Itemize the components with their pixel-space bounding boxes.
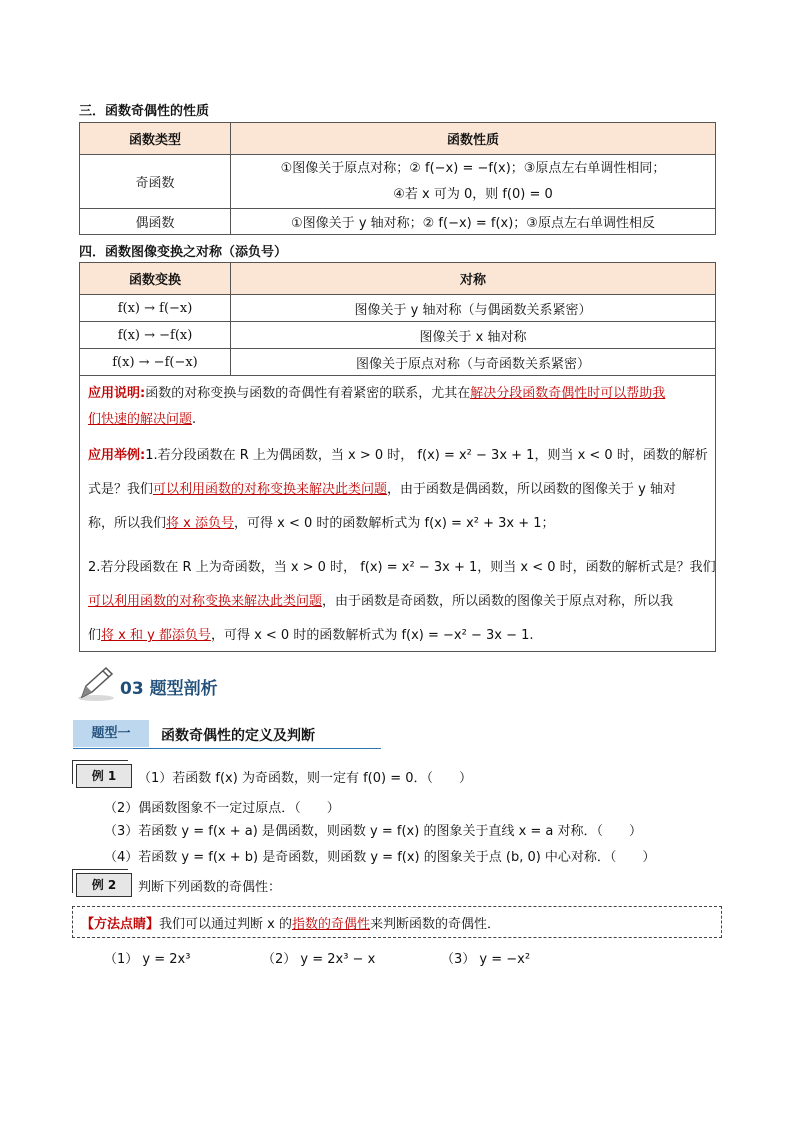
example2-b-underline: 可以利用函数的对称变换来解决此类问题: [88, 594, 323, 609]
table1-odd-type: 奇函数: [80, 155, 231, 209]
table1-header-type: 函数类型: [80, 123, 231, 155]
section-4-title: 四．函数图像变换之对称（添负号）: [79, 245, 288, 260]
explain-label: 应用说明:: [88, 386, 146, 401]
example2-line-1: 2.若分段函数在 R 上为奇函数，当 x > 0 时， f(x) = x² − 3x + 1，则当 x < 0 时，函数的解析式是？我们: [88, 560, 716, 575]
example2-line-3: [88, 624, 534, 643]
parity-properties-table: [79, 122, 716, 235]
explain-text: 函数的对称变换与函数的奇偶性有着紧密的联系，尤其在: [145, 386, 471, 401]
method-underline: 指数的奇偶性: [291, 917, 370, 932]
method-tip-box: [72, 906, 722, 938]
pencil-icon: [76, 664, 116, 704]
example-1-item-1: （1）若函数 f(x) 为奇函数，则一定有 f(0) = 0．（ ）: [138, 771, 473, 786]
example2-line-2: [88, 590, 673, 609]
example1-b-underline: 可以利用函数的对称变换来解决此类问题: [153, 482, 388, 497]
part-03-title: 03 题型剖析: [120, 679, 218, 699]
example-2-tag: 例 2: [76, 873, 132, 897]
example-1-tag: 例 1: [76, 764, 132, 788]
example-1-item-2: （2）偶函数图象不一定过原点．（ ）: [104, 801, 340, 816]
example1-b-pre: 式是？我们: [88, 482, 154, 497]
explain-end: .: [192, 412, 197, 427]
explain-line-2: [88, 408, 196, 427]
table2-row3-symmetry: 图像关于原点对称（与奇函数关系紧密）: [231, 349, 716, 376]
table1-even-property: ①图像关于 y 轴对称；② f(−x) = f(x)；③原点左右单调性相反: [231, 209, 716, 235]
table1-odd-property: [231, 155, 716, 209]
example1-line-2: [88, 478, 676, 497]
table2-header-symmetry: 对称: [231, 263, 716, 295]
method-pre: 我们可以通过判断 x 的: [159, 917, 292, 932]
method-post: 来判断函数的奇偶性．: [370, 917, 501, 932]
example-label: 应用举例:: [88, 448, 146, 463]
part-03-header: [76, 664, 376, 704]
odd-property-line2: ④若 x 可为 0，则 f(0) = 0: [393, 186, 553, 202]
example2-b-post: ，由于函数是奇函数，所以函数的图像关于原点对称，所以我: [322, 594, 674, 609]
explain-underline: 解决分段函数奇偶性时可以帮助我: [470, 386, 666, 401]
explain-underline-2: 们快速的解决问题: [88, 412, 193, 427]
example2-c-underline: 将 x 和 y 都添负号: [101, 628, 211, 643]
odd-property-line1: ①图像关于原点对称；② f(−x) = −f(x)；③原点左右单调性相同；: [280, 160, 666, 176]
example2-c-post: ，可得 x < 0 时的函数解析式为 f(x) = −x² − 3x − 1.: [210, 628, 534, 643]
example-1-item-3: （3）若函数 y = f(x + a) 是偶函数，则函数 y = f(x) 的图象关于直线 x = a 对称．（ ）: [104, 824, 643, 839]
section-3-title: 三．函数奇偶性的性质: [79, 104, 210, 119]
tixing-1-tag: 题型一: [73, 720, 149, 747]
example-2-q3: （3） y = −x²: [441, 952, 531, 967]
symmetry-transform-table: [79, 262, 716, 376]
example-2-q1: （1） y = 2x³: [104, 952, 191, 967]
example-2-q2: （2） y = 2x³ − x: [262, 952, 376, 967]
table1-header-property: 函数性质: [231, 123, 716, 155]
table2-row1-symmetry: 图像关于 y 轴对称（与偶函数关系紧密）: [231, 295, 716, 322]
tixing-1-header: [73, 720, 381, 749]
tixing-1-name: 函数奇偶性的定义及判断: [161, 728, 315, 744]
table2-row3-transform: f(x) → −f(−x): [80, 349, 231, 376]
example1-line-1: [88, 444, 708, 463]
method-tip-line: [81, 913, 500, 932]
example1-text-a: 1.若分段函数在 R 上为偶函数，当 x > 0 时， f(x) = x² − 3x + 1，则当 x < 0 时，函数的解析: [145, 448, 708, 463]
table2-row2-transform: f(x) → −f(x): [80, 322, 231, 349]
table2-header-transform: 函数变换: [80, 263, 231, 295]
explain-line-1: [88, 382, 665, 401]
example1-c-post: ，可得 x < 0 时的函数解析式为 f(x) = x² + 3x + 1；: [233, 516, 555, 531]
application-notes-box: [79, 376, 716, 652]
example2-c-pre: 们: [88, 628, 102, 643]
example-2-text: 判断下列函数的奇偶性：: [138, 880, 282, 895]
table2-row2-symmetry: 图像关于 x 轴对称: [231, 322, 716, 349]
table2-row1-transform: f(x) → f(−x): [80, 295, 231, 322]
table1-even-type: 偶函数: [80, 209, 231, 235]
method-label: 【方法点睛】: [81, 917, 160, 932]
example-1-item-4: （4）若函数 y = f(x + b) 是奇函数，则函数 y = f(x) 的图象关于点 (b, 0) 中心对称．（ ）: [104, 850, 656, 865]
example1-c-pre: 称，所以我们: [88, 516, 167, 531]
example1-c-underline: 将 x 添负号: [166, 516, 234, 531]
example1-line-3: [88, 512, 555, 531]
example1-b-post: ，由于函数是偶函数，所以函数的图像关于 y 轴对: [387, 482, 676, 497]
